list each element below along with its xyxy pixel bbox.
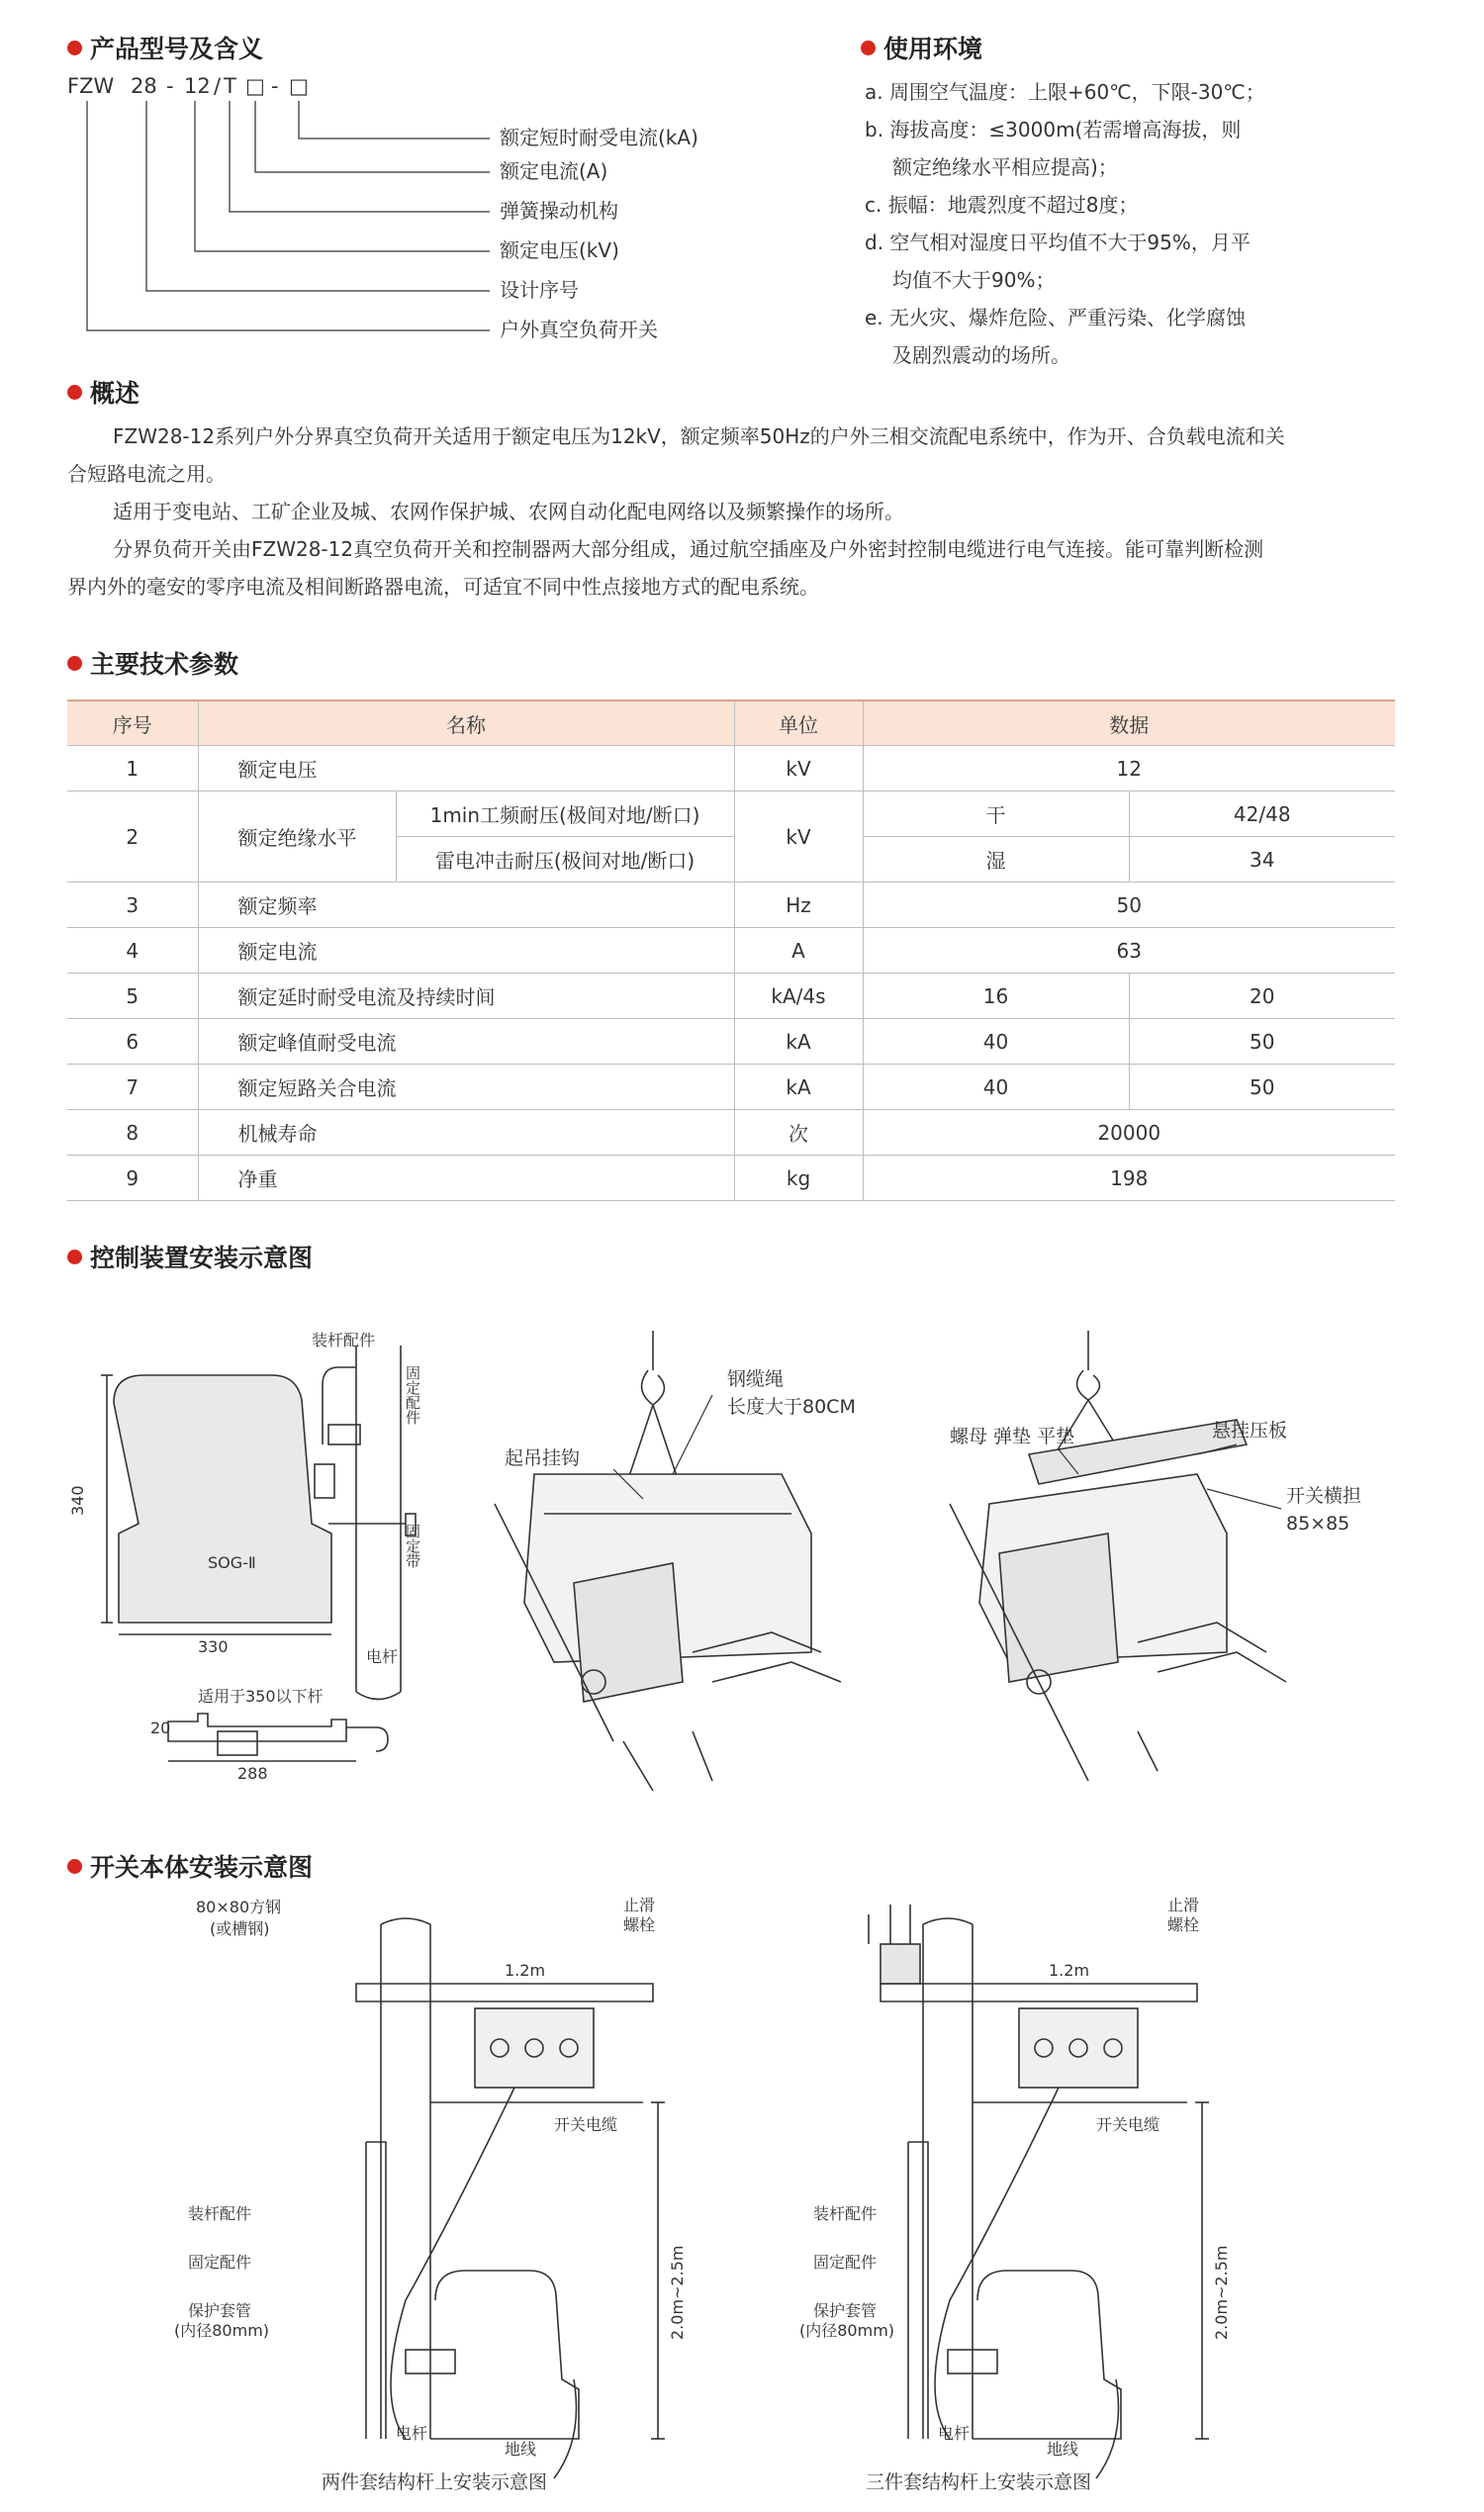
control-heading: 控制装置安装示意图 (67, 1239, 313, 1274)
cell: 额定峰值耐受电流 (198, 1019, 734, 1065)
col-header: 数据 (863, 700, 1395, 746)
bullet-icon (67, 1250, 82, 1264)
cell: kA (734, 1065, 863, 1110)
code-box2: □ (289, 74, 309, 98)
cell: 2 (67, 791, 198, 883)
three-piece-drawing (869, 1905, 1209, 2478)
model-heading: 产品型号及含义 (67, 30, 263, 65)
cell: 40 (863, 1019, 1129, 1065)
cell: 20000 (863, 1110, 1395, 1156)
code-dash: - (166, 74, 174, 98)
cell: kV (734, 746, 863, 791)
cell: 50 (1129, 1019, 1395, 1065)
table-row (67, 1065, 1395, 1110)
cell: Hz (734, 883, 863, 928)
zhihua-right: 止滑 (1167, 1896, 1200, 1914)
cell: kg (734, 1156, 863, 1201)
cell: 额定频率 (198, 883, 734, 928)
cell: 次 (734, 1110, 863, 1156)
baohu-left: 保护套管 (188, 2301, 252, 2320)
bullet-icon (861, 41, 876, 55)
cell: 额定电流 (198, 928, 734, 974)
environment-line: c. 振幅：地震烈度不超过8度； (865, 193, 1139, 217)
table-row (67, 974, 1395, 1019)
dim-340: 340 (68, 1485, 87, 1516)
environment-line: 及剧烈震动的场所。 (892, 343, 1070, 367)
switch-crossarm-drawing (950, 1331, 1286, 1781)
overview-line: 分界负荷开关由FZW28-12真空负荷开关和控制器两大部分组成，通过航空插座及户外密封控制电缆进行电气连接。能可靠判断检测 (113, 537, 1264, 561)
overview-line: FZW28-12系列户外分界真空负荷开关适用于额定电压为12kV，额定频率50Hz的户外三相交流配电系统中，作为开、合负载电流和关 (113, 424, 1285, 448)
diangan-left: 电杆 (396, 2424, 428, 2443)
table-row (67, 883, 1395, 928)
bullet-icon (67, 656, 82, 671)
code-dash2: - (271, 74, 279, 98)
fanggang-label: 80×80方钢 (196, 1898, 282, 1916)
environment-line: d. 空气相对湿度日平均值不大于95%，月平 (865, 231, 1251, 254)
cell: 50 (863, 883, 1395, 928)
neijing-left: (内径80mm) (174, 2321, 270, 2340)
guding-peijian-label: 固定配件 (404, 1365, 421, 1425)
dim-20: 20 (150, 1719, 171, 1737)
cell: 雷电冲击耐压(极间对地/断口) (396, 837, 734, 883)
cell: 额定绝缘水平 (198, 791, 396, 883)
luoshuan-left: 螺栓 (623, 1915, 656, 1934)
cell: 净重 (198, 1156, 734, 1201)
cell: 12 (863, 746, 1395, 791)
cell: 7 (67, 1065, 198, 1110)
caogang-label: (或槽钢) (210, 1919, 270, 1938)
overview-text (67, 418, 1452, 605)
qidiao-label: 起吊挂钩 (505, 1447, 581, 1469)
environment-line: 均值不大于90%； (892, 268, 1056, 292)
body-install-drawing (174, 1885, 1444, 2498)
cell: 42/48 (1129, 791, 1395, 837)
environment-line: b. 海拔高度：≤3000m(若需增高海拔，则 (865, 118, 1242, 141)
meaning-5: 设计序号 (500, 278, 579, 302)
guding-dai-label: 固定带 (404, 1524, 421, 1568)
overview-line: 合短路电流之用。 (67, 462, 226, 486)
dixian-left: 地线 (505, 2440, 537, 2459)
sog-label: SOG-Ⅱ (208, 1553, 256, 1572)
cell: 额定延时耐受电流及持续时间 (198, 974, 734, 1019)
table-row (67, 928, 1395, 974)
dim-288: 288 (237, 1764, 268, 1783)
dim-330: 330 (198, 1637, 229, 1656)
gangsheng-label: 钢缆绳 (727, 1368, 785, 1390)
cell: 9 (67, 1156, 198, 1201)
cell: 湿 (863, 837, 1129, 883)
table-row (67, 791, 1395, 837)
bullet-icon (67, 385, 82, 400)
table-row (67, 1156, 1395, 1201)
code-fzw: FZW (67, 74, 115, 98)
caption-two: 两件套结构杆上安装示意图 (322, 2471, 548, 2493)
meaning-1: 额定短时耐受电流(kA) (500, 126, 698, 149)
table-row (67, 1110, 1395, 1156)
cell: 198 (863, 1156, 1395, 1201)
guding-right: 固定配件 (813, 2253, 878, 2272)
body-install-heading: 开关本体安装示意图 (67, 1848, 313, 1884)
cell: 机械寿命 (198, 1110, 734, 1156)
table-row (67, 1019, 1395, 1065)
luomu-label: 螺母 弹垫 平垫 (950, 1426, 1075, 1447)
cell: 4 (67, 928, 198, 974)
cell: 50 (1129, 1065, 1395, 1110)
cell: 8 (67, 1110, 198, 1156)
col-header: 名称 (198, 700, 734, 746)
two-piece-drawing (356, 1918, 665, 2478)
cell: kV (734, 791, 863, 883)
bullet-icon (67, 1859, 82, 1874)
model-code-diagram (59, 67, 752, 354)
baohu-right: 保护套管 (813, 2301, 878, 2320)
zhuanggan-left: 装杆配件 (188, 2204, 252, 2223)
table-row (67, 746, 1395, 791)
d12-left: 1.2m (505, 1961, 546, 1980)
col-header: 序号 (67, 700, 198, 746)
dianlan-right: 开关电缆 (1096, 2115, 1160, 2134)
caption-three: 三件套结构杆上安装示意图 (866, 2471, 1092, 2493)
guding-left: 固定配件 (188, 2253, 252, 2272)
shiyong-label: 适用于350以下杆 (198, 1687, 324, 1706)
code-12: 12 (184, 74, 211, 98)
dixian-right: 地线 (1047, 2440, 1079, 2459)
cell: 6 (67, 1019, 198, 1065)
table-header-row (67, 700, 1395, 746)
code-box1: □ (245, 74, 265, 98)
overview-line: 适用于变电站、工矿企业及城、农网作保护城、农网自动化配电网络以及频繁操作的场所。 (113, 500, 904, 523)
dianlan-left: 开关电缆 (554, 2115, 618, 2134)
environment-line: a. 周围空气温度：上限+60℃，下限-30℃； (865, 80, 1265, 104)
hengdan-label: 开关横担 (1286, 1485, 1362, 1507)
bullet-icon (67, 41, 82, 55)
cell: 干 (863, 791, 1129, 837)
height-left: 2.0m~2.5m (668, 2245, 687, 2340)
zhuanggan-label: 装杆配件 (312, 1331, 376, 1349)
cell: kA (734, 1019, 863, 1065)
xuangua-label: 悬挂压板 (1212, 1420, 1288, 1442)
cell: 63 (863, 928, 1395, 974)
cell: 额定电压 (198, 746, 734, 791)
environment-line: e. 无火灾、爆炸危险、严重污染、化学腐蚀 (865, 306, 1247, 329)
code-28: 28 (131, 74, 157, 98)
params-heading: 主要技术参数 (67, 645, 238, 681)
neijing-right: (内径80mm) (799, 2321, 895, 2340)
size-85-label: 85×85 (1286, 1513, 1350, 1535)
overview-heading: 概述 (67, 374, 139, 410)
cell: 1min工频耐压(极间对地/断口) (396, 791, 734, 837)
height-right: 2.0m~2.5m (1212, 2245, 1231, 2340)
diangan-right: 电杆 (938, 2424, 971, 2443)
overview-line: 界内外的毫安的零序电流及相间断路器电流，可适宜不同中性点接地方式的配电系统。 (67, 575, 819, 599)
environment-heading: 使用环境 (861, 30, 982, 65)
cell: 16 (863, 974, 1129, 1019)
d12-right: 1.2m (1049, 1961, 1090, 1980)
params-table (67, 699, 1395, 1201)
cell: 额定短路关合电流 (198, 1065, 734, 1110)
environment-line: 额定绝缘水平相应提高)； (892, 155, 1118, 179)
zhihua-left: 止滑 (623, 1896, 656, 1914)
control-install-drawing (59, 1326, 1464, 1791)
meaning-2: 额定电流(A) (500, 159, 608, 183)
meaning-6: 户外真空负荷开关 (500, 318, 658, 341)
cell: 40 (863, 1065, 1129, 1110)
cell: kA/4s (734, 974, 863, 1019)
cell: 34 (1129, 837, 1395, 883)
cell: 5 (67, 974, 198, 1019)
code-slash: / (214, 74, 222, 98)
cell: 3 (67, 883, 198, 928)
cell: A (734, 928, 863, 974)
cell: 1 (67, 746, 198, 791)
meaning-3: 弹簧操动机构 (500, 199, 618, 223)
changdu-label: 长度大于80CM (727, 1396, 856, 1418)
cell: 20 (1129, 974, 1395, 1019)
col-header: 单位 (734, 700, 863, 746)
diangan-label: 电杆 (366, 1647, 399, 1666)
code-t: T (224, 74, 236, 98)
environment-list (865, 73, 1458, 374)
luoshuan-right: 螺栓 (1167, 1915, 1200, 1934)
zhuanggan-right: 装杆配件 (813, 2204, 878, 2223)
meaning-4: 额定电压(kV) (500, 238, 619, 262)
